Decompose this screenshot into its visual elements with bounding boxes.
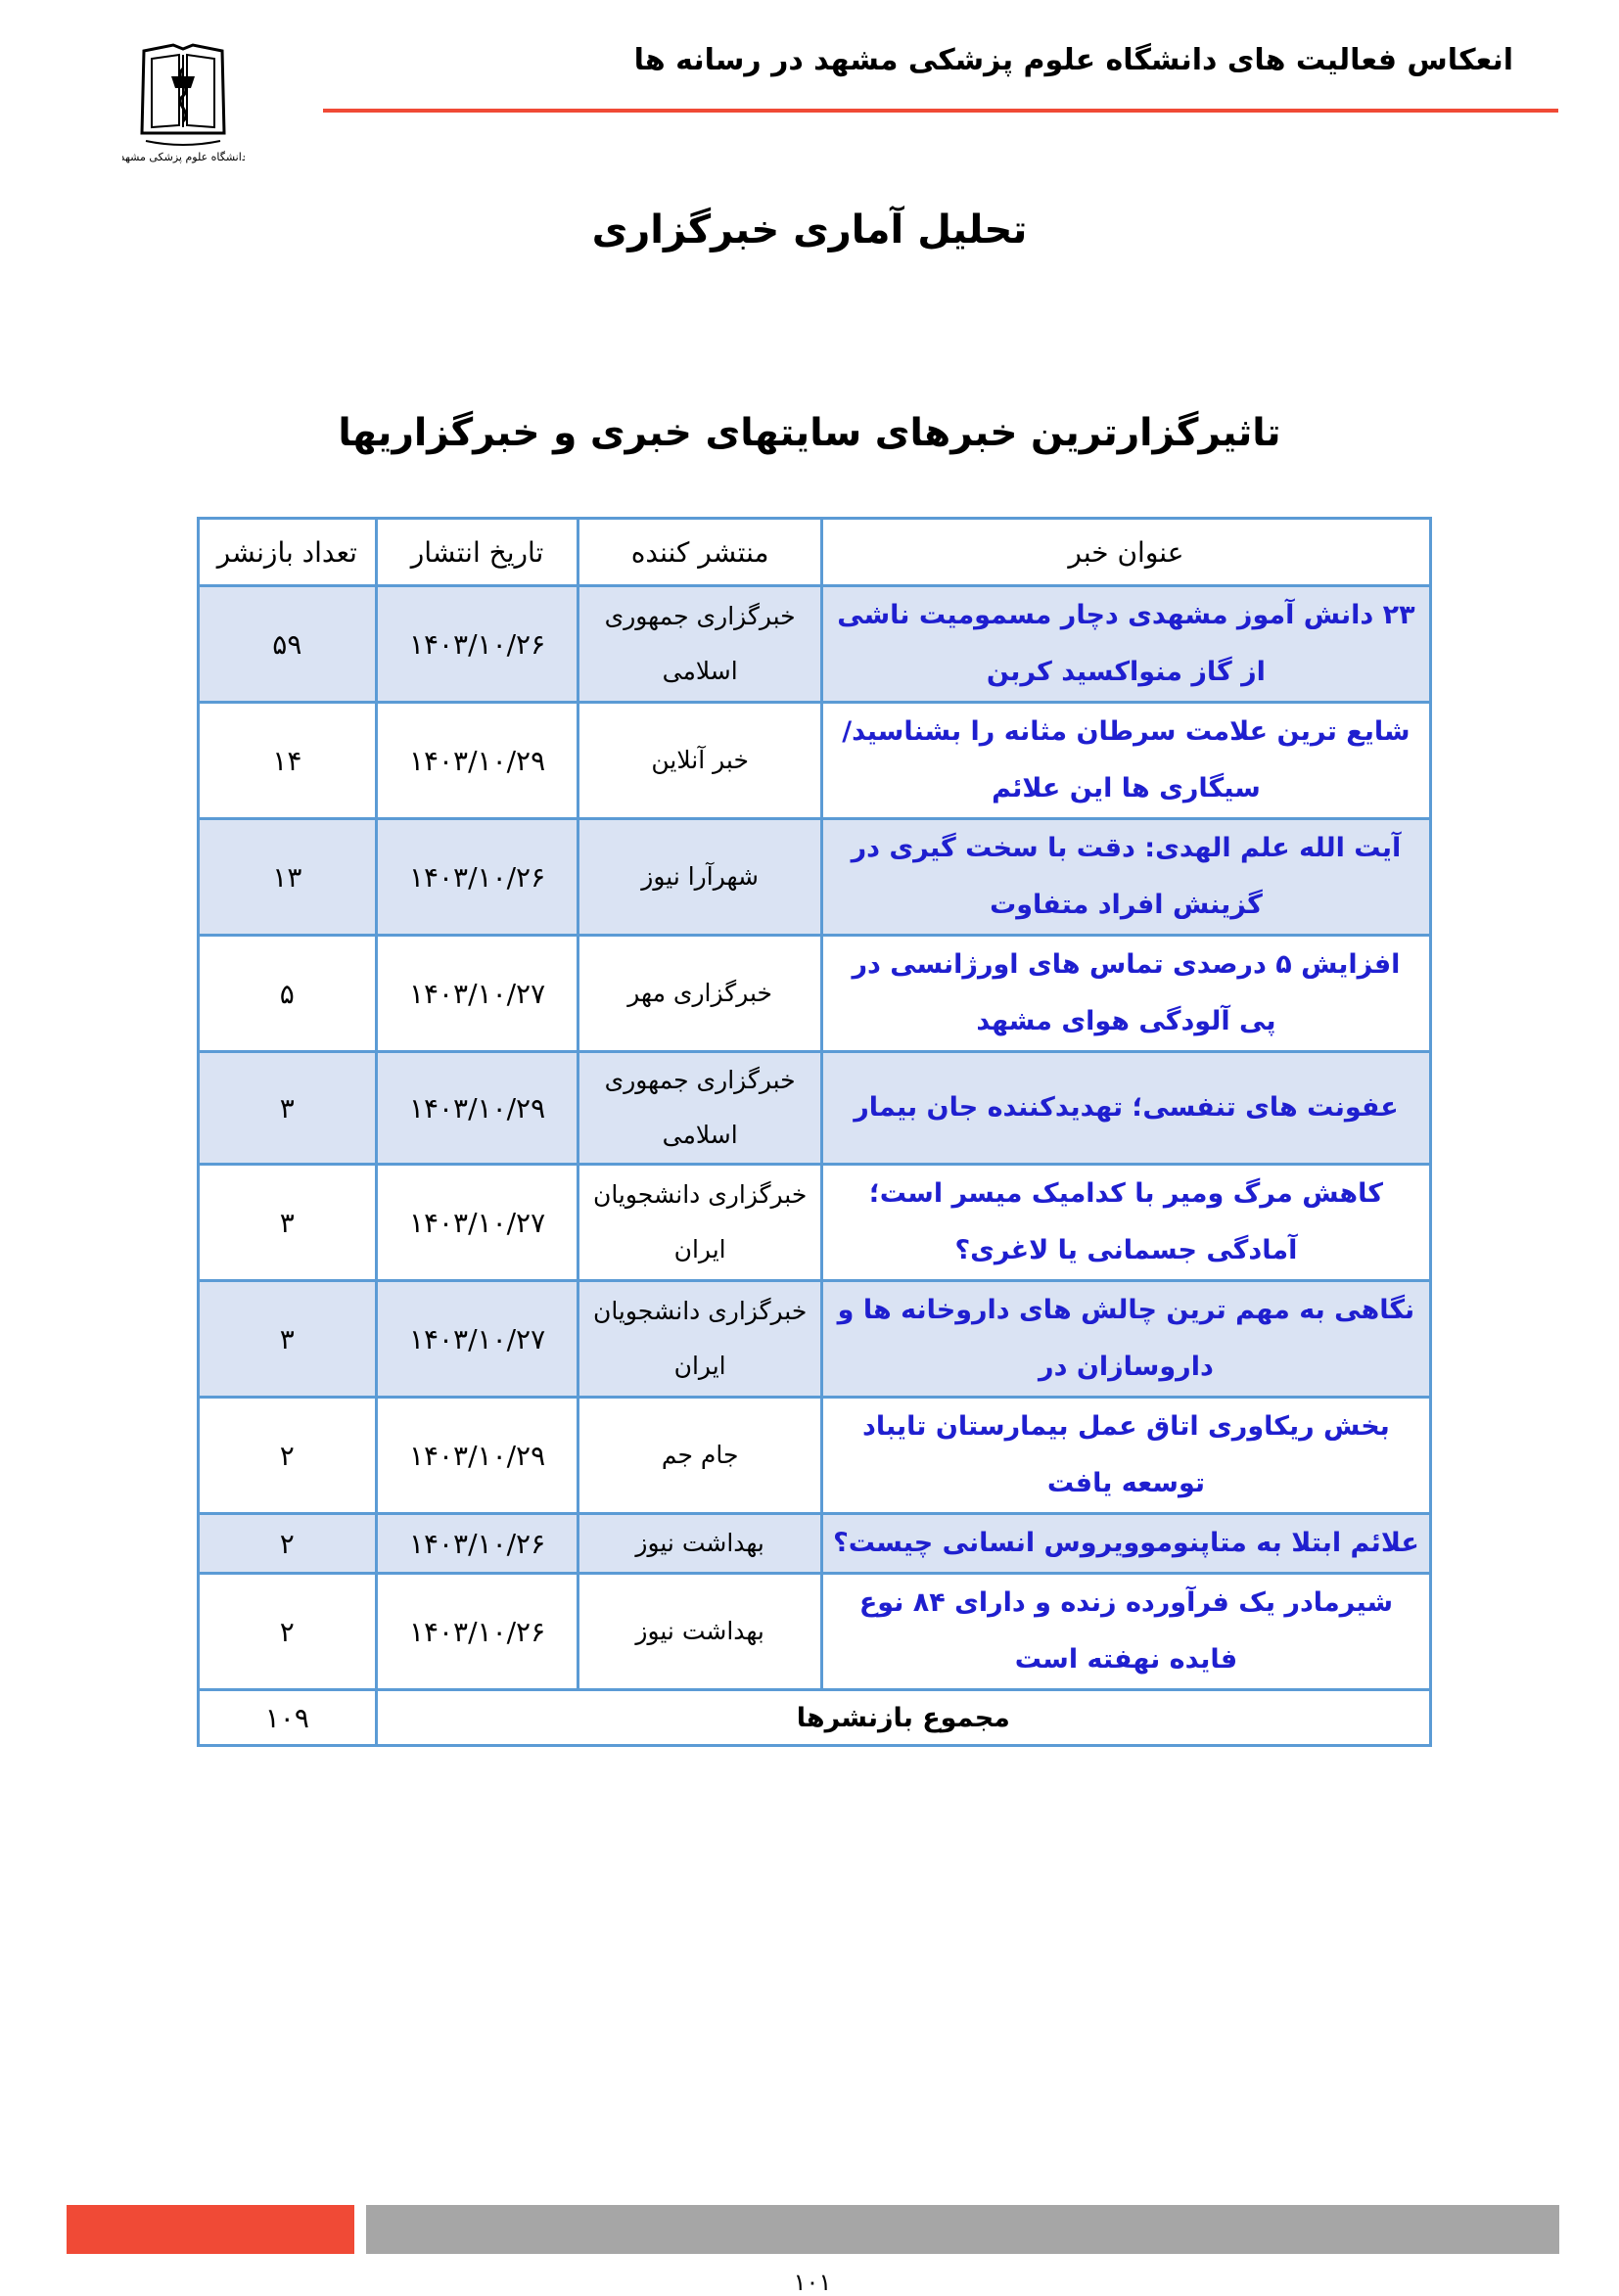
table-row bbox=[199, 819, 1431, 936]
publisher-cell: خبرگزاری دانشجویان ایران bbox=[578, 1165, 821, 1281]
footer-red-bar bbox=[67, 2205, 354, 2254]
table-row bbox=[199, 1398, 1431, 1514]
date-cell: ۱۴۰۳/۱۰/۲۶ bbox=[376, 1574, 578, 1690]
publisher-cell: خبرگزاری مهر bbox=[578, 936, 821, 1052]
news-title-link[interactable]: افزایش ۵ درصدی تماس های اورژانسی در پی آلودگی هوای مشهد bbox=[821, 936, 1430, 1052]
document-header-title: انعکاس فعالیت های دانشگاه علوم پزشکی مشهد در رسانه ها bbox=[633, 43, 1513, 77]
page-title: تحلیل آماری خبرگزاری bbox=[591, 207, 1028, 253]
news-title-link[interactable]: شایع ترین علامت سرطان مثانه را بشناسید/ سیگاری ها این علائم bbox=[821, 703, 1430, 819]
news-statistics-table bbox=[197, 517, 1432, 1747]
date-cell: ۱۴۰۳/۱۰/۲۷ bbox=[376, 936, 578, 1052]
news-title-link[interactable]: کاهش مرگ ومیر با کدامیک میسر است؛ آمادگی جسمانی یا لاغری؟ bbox=[821, 1165, 1430, 1281]
news-title-link[interactable]: آیت الله علم الهدی: دقت با سخت گیری در گزینش افراد متفاوت bbox=[821, 819, 1430, 936]
table-row bbox=[199, 1514, 1431, 1574]
count-cell: ۱۴ bbox=[199, 703, 377, 819]
table-row bbox=[199, 1574, 1431, 1690]
count-cell: ۳ bbox=[199, 1052, 377, 1165]
publisher-cell: خبر آنلاین bbox=[578, 703, 821, 819]
table-row bbox=[199, 703, 1431, 819]
date-cell: ۱۴۰۳/۱۰/۲۹ bbox=[376, 1398, 578, 1514]
count-cell: ۵۹ bbox=[199, 586, 377, 703]
date-cell: ۱۴۰۳/۱۰/۲۷ bbox=[376, 1281, 578, 1398]
date-cell: ۱۴۰۳/۱۰/۲۷ bbox=[376, 1165, 578, 1281]
total-value: ۱۰۹ bbox=[199, 1690, 377, 1746]
table-row bbox=[199, 1165, 1431, 1281]
date-cell: ۱۴۰۳/۱۰/۲۶ bbox=[376, 819, 578, 936]
header-divider bbox=[323, 109, 1558, 113]
university-logo-emblem bbox=[122, 39, 245, 166]
publisher-cell: جام جم bbox=[578, 1398, 821, 1514]
count-cell: ۱۳ bbox=[199, 819, 377, 936]
table-row bbox=[199, 936, 1431, 1052]
publisher-cell: شهرآرا نیوز bbox=[578, 819, 821, 936]
news-title-link[interactable]: شیرمادر یک فرآورده زنده و دارای ۸۴ نوع فایده نهفته است bbox=[821, 1574, 1430, 1690]
table-row bbox=[199, 586, 1431, 703]
count-cell: ۲ bbox=[199, 1514, 377, 1574]
news-title-link[interactable]: بخش ریکاوری اتاق عمل بیمارستان تایباد توسعه یافت bbox=[821, 1398, 1430, 1514]
table-header-row bbox=[199, 519, 1431, 586]
news-title-link[interactable]: عفونت های تنفسی؛ تهدیدکننده جان بیمار bbox=[821, 1052, 1430, 1165]
count-cell: ۳ bbox=[199, 1281, 377, 1398]
news-title-link[interactable]: علائم ابتلا به متاپنوموویروس انسانی چیست؟ bbox=[821, 1514, 1430, 1574]
section-title: تاثیرگزارترین خبرهای سایتهای خبری و خبرگزاریها bbox=[338, 411, 1281, 455]
column-header-count: تعداد بازنشر bbox=[199, 519, 377, 586]
total-label: مجموع بازنشرها bbox=[376, 1690, 1430, 1746]
news-title-link[interactable]: نگاهی به مهم ترین چالش های داروخانه ها و داروسازان در bbox=[821, 1281, 1430, 1398]
date-cell: ۱۴۰۳/۱۰/۲۶ bbox=[376, 1514, 578, 1574]
date-cell: ۱۴۰۳/۱۰/۲۹ bbox=[376, 1052, 578, 1165]
table-row bbox=[199, 1281, 1431, 1398]
count-cell: ۳ bbox=[199, 1165, 377, 1281]
column-header-date: تاریخ انتشار bbox=[376, 519, 578, 586]
publisher-cell: خبرگزاری دانشجویان ایران bbox=[578, 1281, 821, 1398]
publisher-cell: خبرگزاری جمهوری اسلامی bbox=[578, 586, 821, 703]
logo-caption: دانشگاه علوم پزشکی مشهد bbox=[122, 151, 245, 163]
count-cell: ۲ bbox=[199, 1398, 377, 1514]
date-cell: ۱۴۰۳/۱۰/۲۹ bbox=[376, 703, 578, 819]
university-logo bbox=[122, 39, 245, 166]
page-number: ۱۰۱ bbox=[793, 2269, 832, 2296]
column-header-title: عنوان خبر bbox=[821, 519, 1430, 586]
news-title-link[interactable]: ۲۳ دانش آموز مشهدی دچار مسمومیت ناشی از گاز منواکسید کربن bbox=[821, 586, 1430, 703]
publisher-cell: بهداشت نیوز bbox=[578, 1574, 821, 1690]
count-cell: ۵ bbox=[199, 936, 377, 1052]
footer-gray-bar bbox=[366, 2205, 1559, 2254]
publisher-cell: بهداشت نیوز bbox=[578, 1514, 821, 1574]
column-header-publisher: منتشر کننده bbox=[578, 519, 821, 586]
table-row bbox=[199, 1052, 1431, 1165]
total-row bbox=[199, 1690, 1431, 1746]
date-cell: ۱۴۰۳/۱۰/۲۶ bbox=[376, 586, 578, 703]
count-cell: ۲ bbox=[199, 1574, 377, 1690]
publisher-cell: خبرگزاری جمهوری اسلامی bbox=[578, 1052, 821, 1165]
